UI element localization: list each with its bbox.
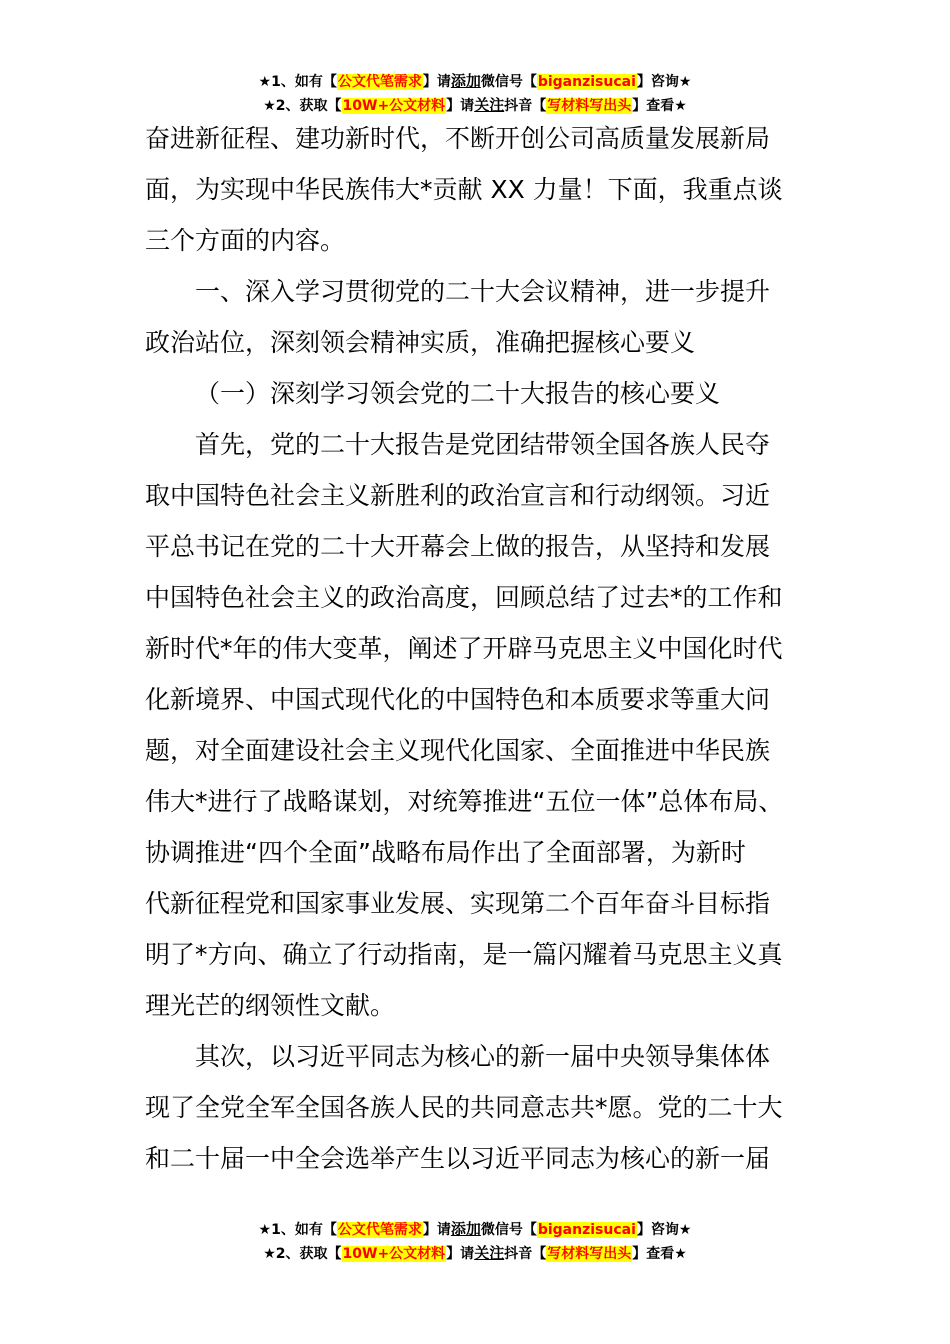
banner-highlight: 写材料写出头 — [547, 98, 632, 114]
banner-text: 微信号【 — [480, 74, 537, 90]
banner-line-1 — [0, 1218, 950, 1242]
banner-text: ★2、获取【 — [263, 98, 342, 114]
section-heading — [145, 266, 810, 368]
banner-text: 】咨询★ — [636, 74, 692, 90]
paragraph — [145, 1031, 810, 1184]
text-line: 和二十届一中全会选举产生以习近平同志为核心的新一届 — [145, 1144, 771, 1173]
banner-text: ★1、如有【 — [258, 74, 337, 90]
footer-banner — [0, 1218, 950, 1266]
text-line: 新时代*年的伟大变革，阐述了开辟马克思主义中国化时代 — [145, 634, 783, 663]
banner-text: 微信号【 — [480, 1222, 537, 1238]
banner-highlight: biganzisucai — [537, 74, 636, 90]
banner-text: ★2、获取【 — [263, 1246, 342, 1262]
banner-underlined-text: 关注 — [474, 1244, 505, 1262]
banner-highlight: 10W+公文材料 — [342, 98, 446, 114]
banner-highlight: 公文代笔需求 — [337, 74, 422, 90]
text-line: 首先，党的二十大报告是党团结带领全国各族人民夺 — [195, 430, 771, 459]
banner-text: 】请 — [446, 98, 475, 114]
text-line: 题，对全面建设社会主义现代化国家、全面推进中华民族 — [145, 736, 771, 765]
text-line: 奋进新征程、建功新时代，不断开创公司高质量发展新局 — [145, 124, 771, 153]
text-line: 三个方面的内容。 — [145, 226, 346, 255]
banner-text: 抖音【 — [504, 1246, 547, 1262]
banner-highlight: 写材料写出头 — [547, 1246, 632, 1262]
text-line: 一、深入学习贯彻党的二十大会议精神，进一步提升 — [195, 277, 771, 306]
banner-text: 】咨询★ — [636, 1222, 692, 1238]
banner-text: 】查看★ — [632, 1246, 687, 1262]
text-line: 理光芒的纲领性文献。 — [145, 991, 396, 1020]
banner-highlight: 公文代笔需求 — [337, 1222, 422, 1238]
text-line: 面，为实现中华民族伟大*贡献 XX 力量！下面，我重点谈 — [145, 175, 783, 204]
banner-underlined-text: 添加 — [450, 72, 481, 90]
text-line: （一）深刻学习领会党的二十大报告的核心要义 — [195, 379, 721, 408]
banner-underlined-text: 添加 — [450, 1220, 481, 1238]
banner-text: 】请 — [446, 1246, 475, 1262]
banner-line-2 — [0, 1242, 950, 1266]
banner-highlight: biganzisucai — [537, 1222, 636, 1238]
header-banner — [0, 70, 950, 118]
text-line: 伟大*进行了战略谋划，对统筹推进“五位一体”总体布局、 — [145, 787, 784, 816]
banner-text: 抖音【 — [504, 98, 547, 114]
text-line: 协调推进“四个全面”战略布局作出了全面部署，为新时 — [145, 838, 746, 867]
paragraph — [145, 419, 810, 1031]
text-line: 取中国特色社会主义新胜利的政治宣言和行动纲领。习近 — [145, 481, 771, 510]
banner-highlight: 10W+公文材料 — [342, 1246, 446, 1262]
text-line: 明了*方向、确立了行动指南，是一篇闪耀着马克思主义真 — [145, 940, 783, 969]
paragraph — [145, 113, 810, 266]
banner-text: ★1、如有【 — [258, 1222, 337, 1238]
text-line: 平总书记在党的二十大开幕会上做的报告，从坚持和发展 — [145, 532, 771, 561]
banner-text: 】请 — [422, 1222, 451, 1238]
text-line: 化新境界、中国式现代化的中国特色和本质要求等重大问 — [145, 685, 771, 714]
document-body — [145, 113, 810, 1184]
text-line: 现了全党全军全国各族人民的共同意志共*愿。党的二十大 — [145, 1093, 783, 1122]
text-line: 政治站位，深刻领会精神实质，准确把握核心要义 — [145, 328, 696, 357]
subsection-heading — [145, 368, 810, 419]
banner-text: 】查看★ — [632, 98, 687, 114]
banner-text: 】请 — [422, 74, 451, 90]
banner-underlined-text: 关注 — [474, 96, 505, 114]
text-line: 中国特色社会主义的政治高度，回顾总结了过去*的工作和 — [145, 583, 783, 612]
text-line: 其次，以习近平同志为核心的新一届中央领导集体体 — [195, 1042, 771, 1071]
text-line: 代新征程党和国家事业发展、实现第二个百年奋斗目标指 — [145, 889, 771, 918]
banner-line-1 — [0, 70, 950, 94]
